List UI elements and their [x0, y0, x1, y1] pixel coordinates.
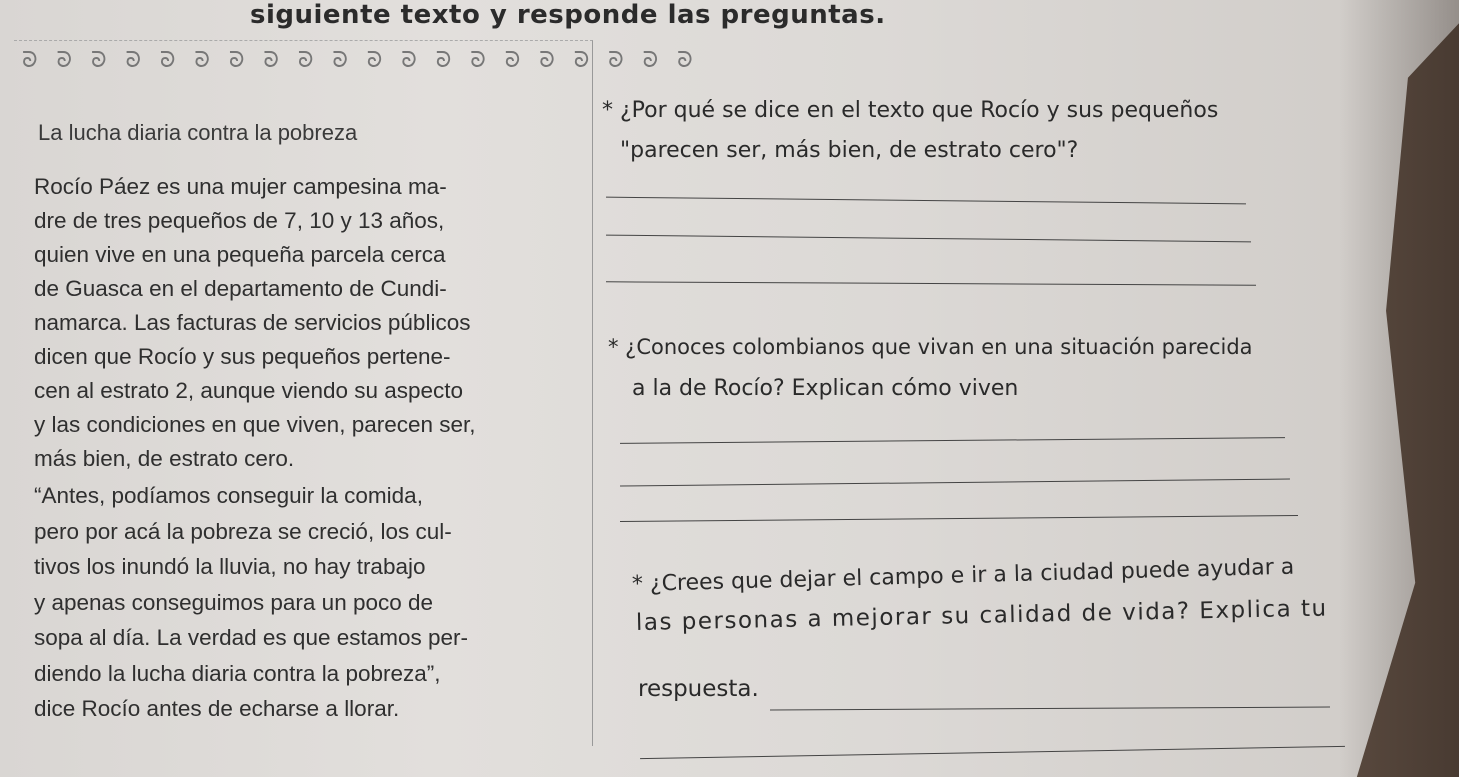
paragraph-line: dice Rocío antes de echarse a llorar.: [34, 696, 400, 721]
paragraph-line: cen al estrato 2, aunque viendo su aspecto: [34, 378, 464, 403]
paragraph-line: sopa al día. La verdad es que estamos per-: [34, 625, 469, 650]
question-3-line-1: * ¿Crees que dejar el campo e ir a la ciudad puede ayudar a: [631, 554, 1295, 597]
paragraph-line: namarca. Las facturas de servicios públicos: [34, 310, 471, 335]
question-1-line-2: "parecen ser, más bien, de estrato cero"?: [620, 138, 1079, 163]
question-3-line-2: las personas a mejorar su calidad de vida? Explica tu: [635, 595, 1328, 636]
paragraph-line: quien vive en una pequeña parcela cerca: [34, 242, 446, 267]
paragraph-line: y las condiciones en que viven, parecen ser,: [34, 412, 476, 437]
question-2-line-2: a la de Rocío? Explican cómo viven: [632, 376, 1019, 401]
question-1-line-1: * ¿Por qué se dice en el texto que Rocío y sus pequeños: [602, 98, 1219, 123]
instruction-header: siguiente texto y responde las preguntas.: [250, 0, 886, 30]
paragraph-line: dre de tres pequeños de 7, 10 y 13 años,: [34, 208, 445, 233]
paragraph-line: tivos los inundó la lluvia, no hay trabajo: [34, 554, 426, 579]
paragraph-line: más bien, de estrato cero.: [34, 446, 295, 471]
paragraph-line: y apenas conseguimos para un poco de: [34, 589, 434, 615]
ornament-border: ᘐ ᘐ ᘐ ᘐ ᘐ ᘐ ᘐ ᘐ ᘐ ᘐ ᘐ ᘐ ᘐ ᘐ ᘐ ᘐ ᘐ ᘐ ᘐ ᘐ: [22, 48, 699, 73]
article-paragraph-2: [34, 478, 594, 727]
article-paragraph-1: [34, 170, 594, 476]
paragraph-line: diendo la lucha diaria contra la pobreza”,: [34, 660, 441, 686]
paragraph-line: Rocío Páez es una mujer campesina ma-: [34, 174, 447, 199]
question-2-line-1: * ¿Conoces colombianos que vivan en una situación parecida: [608, 335, 1253, 359]
paragraph-line: de Guasca en el departamento de Cundi-: [34, 276, 447, 301]
edge-shadow: [1339, 0, 1459, 777]
article-title: La lucha diaria contra la pobreza: [38, 120, 358, 145]
paragraph-line: dicen que Rocío y sus pequeños pertene-: [34, 344, 451, 369]
paragraph-line: “Antes, podíamos conseguir la comida,: [34, 483, 423, 508]
paragraph-line: pero por acá la pobreza se creció, los cul-: [34, 518, 452, 544]
question-3-line-3: respuesta.: [638, 676, 759, 702]
